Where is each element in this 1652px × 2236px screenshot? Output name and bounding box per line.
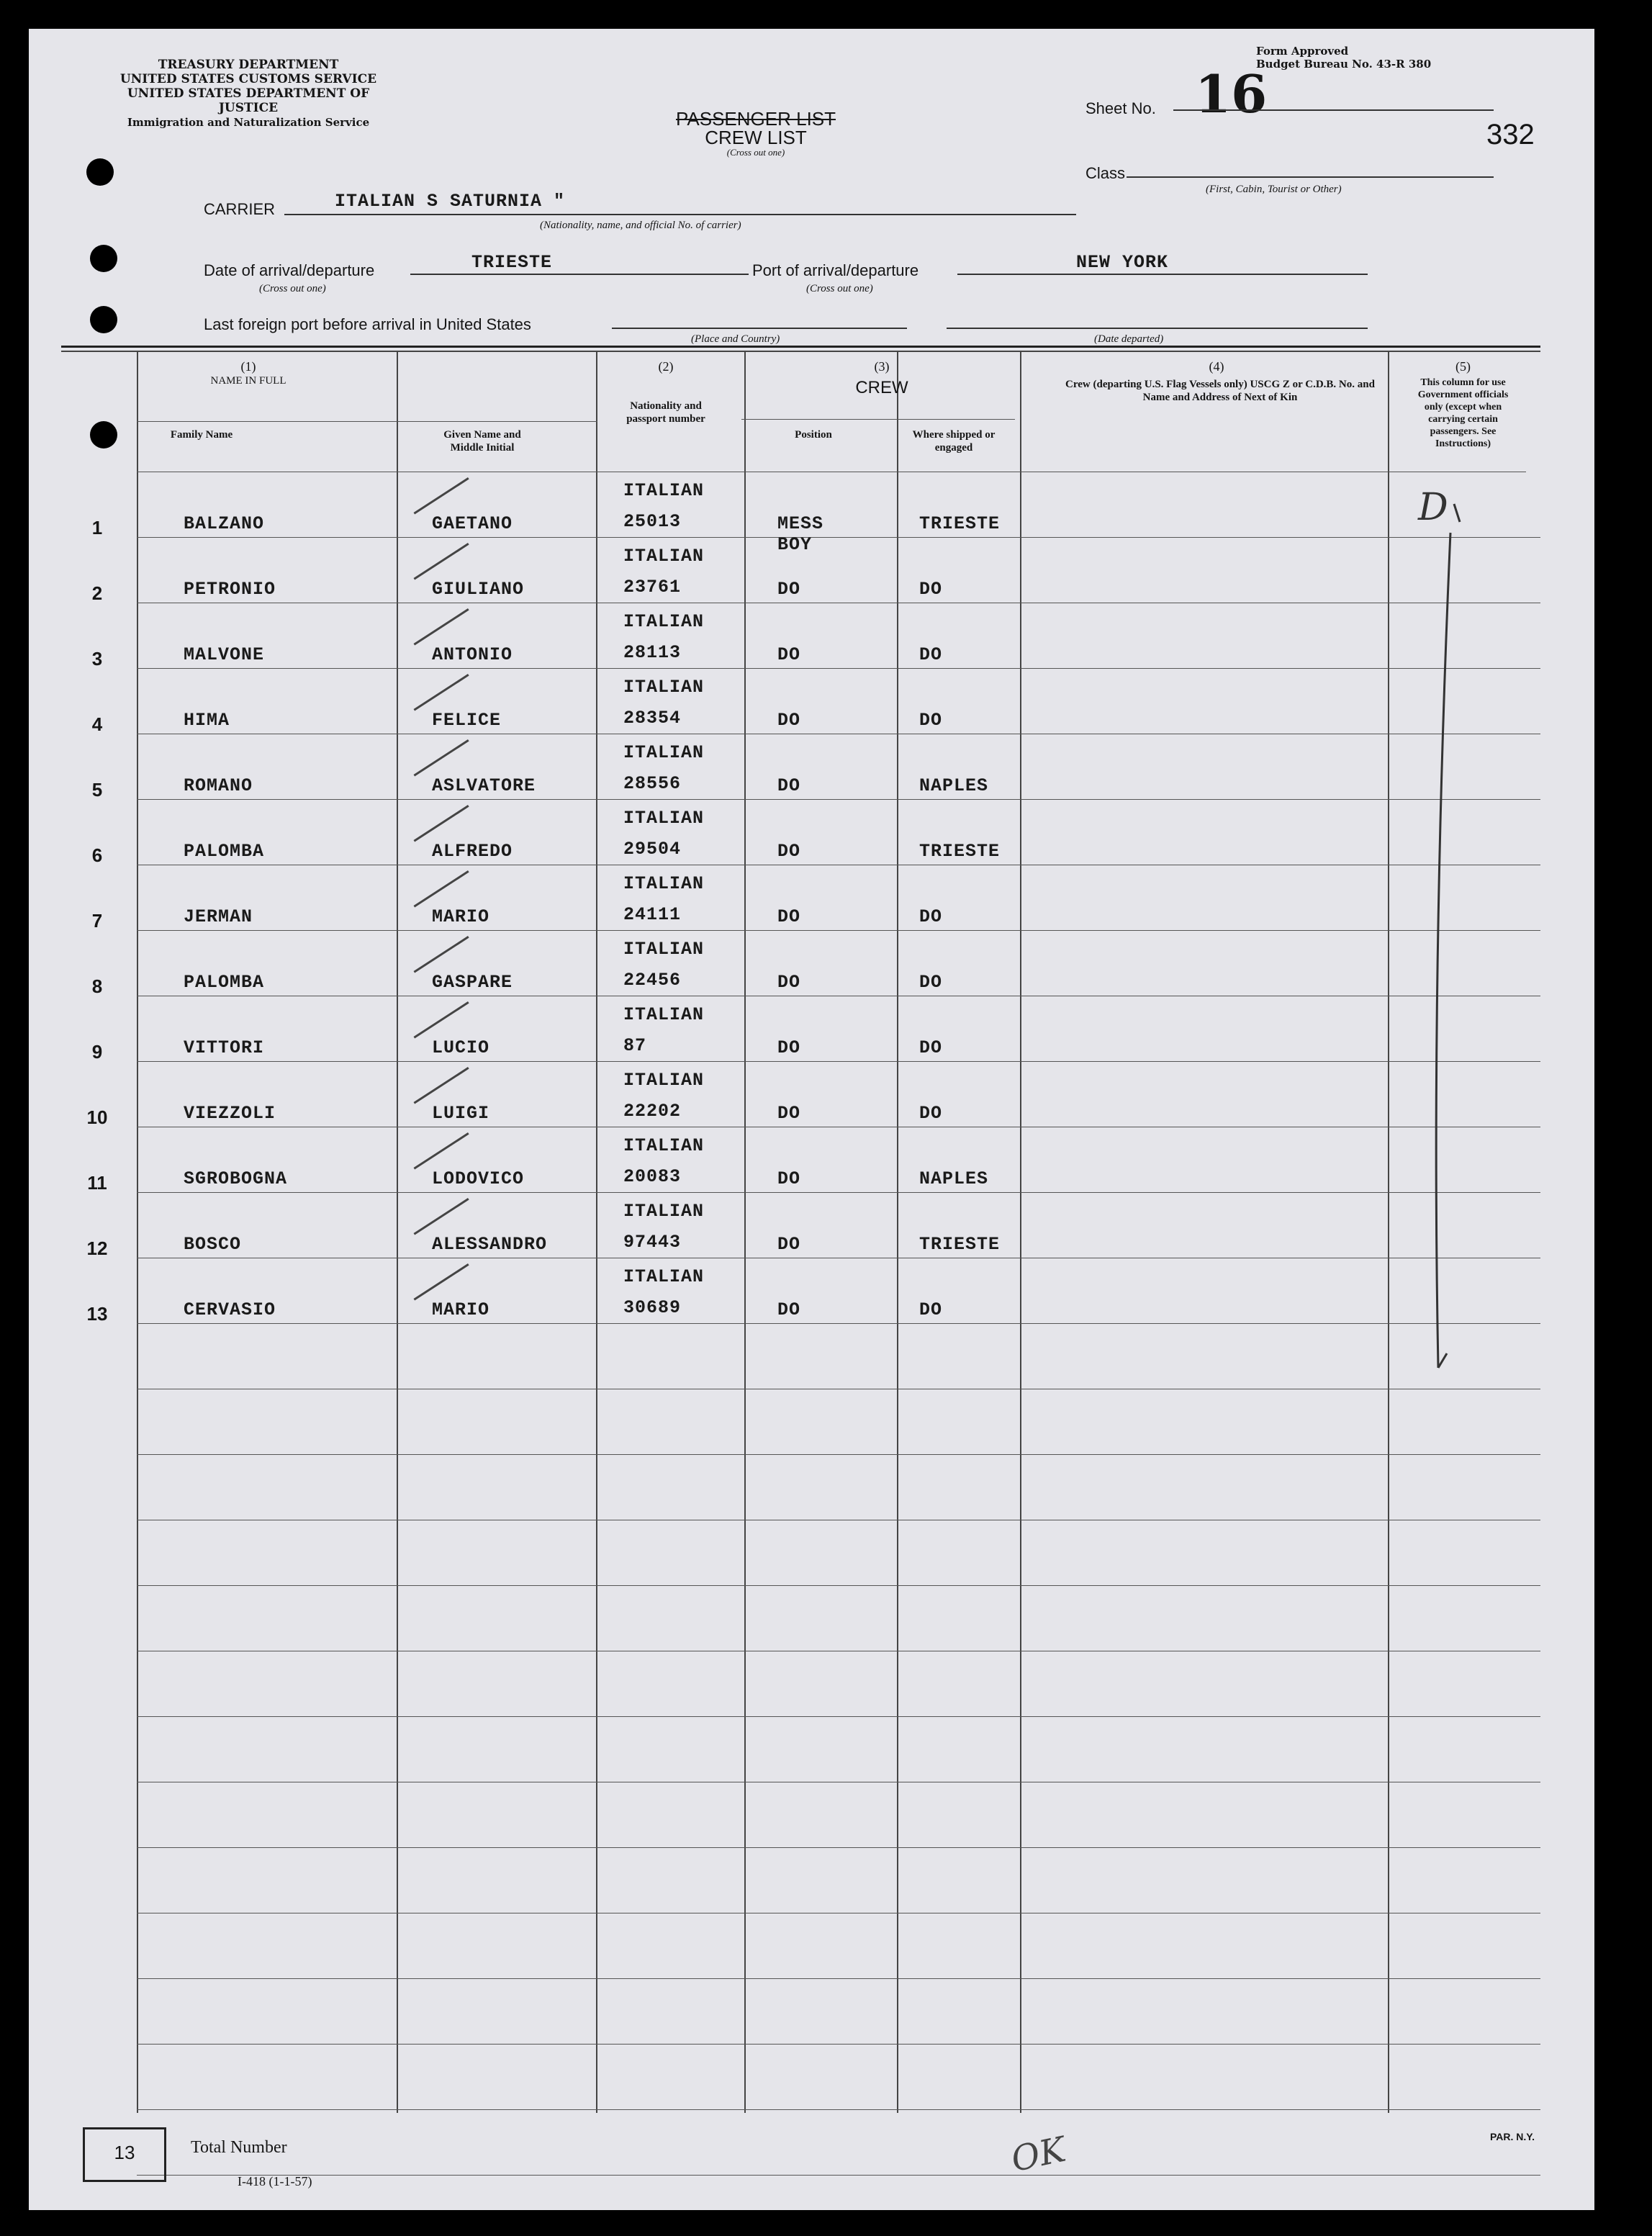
form-number: I-418 (1-1-57): [238, 2174, 312, 2188]
shipped-from: NAPLES: [919, 1168, 989, 1189]
sheet-number: 16: [1195, 63, 1268, 125]
row-number: 12: [86, 1238, 108, 1259]
form-approved: [1256, 45, 1431, 71]
punch-hole: [90, 421, 117, 448]
agency-line-1: TREASURY DEPARTMENT: [158, 58, 339, 72]
family-name: VIEZZOLI: [184, 1103, 276, 1124]
check-mark: [414, 805, 469, 842]
check-mark: [414, 1132, 469, 1170]
row-divider: [137, 1454, 1540, 1455]
passport-number: 25013: [623, 511, 682, 532]
shipped-header: Where shipped or engaged: [912, 429, 996, 454]
shipped-from: TRIESTE: [919, 513, 1001, 534]
row-number: 7: [91, 910, 103, 932]
position: DO: [777, 644, 801, 665]
row-divider: [137, 1978, 1540, 1979]
column-divider: [397, 351, 398, 2113]
col2-number: (2): [658, 359, 674, 374]
agency-block: [97, 58, 400, 130]
given-name: ALFREDO: [432, 841, 513, 862]
passport-number: 29504: [623, 839, 682, 860]
column-divider: [596, 351, 597, 2113]
col1-number: (1): [240, 359, 256, 374]
printer-mark: PAR. N.Y.: [1490, 2131, 1535, 2142]
check-mark: [414, 477, 469, 515]
column-divider: [897, 351, 898, 2113]
family-name: PETRONIO: [184, 579, 276, 600]
position: DO: [777, 972, 801, 993]
position: DO: [777, 906, 801, 927]
shipped-from: DO: [919, 1299, 943, 1320]
carrier-label: CARRIER: [204, 200, 276, 218]
check-mark: [414, 936, 469, 973]
given-name: GAETANO: [432, 513, 513, 534]
position: DO: [777, 1103, 801, 1124]
row-number: 3: [91, 648, 103, 670]
col2-title: Nationality and passport number: [626, 400, 705, 425]
check-mark: [414, 674, 469, 711]
position: DO: [777, 1037, 801, 1058]
col4-number: (4): [1209, 359, 1224, 374]
handwritten-initials: OK: [1008, 2129, 1070, 2181]
passport-number: 28556: [623, 773, 682, 794]
given-name: MARIO: [432, 1299, 490, 1320]
port-hint: (Cross out one): [806, 283, 873, 294]
family-name: BALZANO: [184, 513, 265, 534]
family-name-header: Family Name: [170, 429, 233, 441]
carrier-hint: (Nationality, name, and official No. of carrier): [540, 220, 741, 231]
row-number: 2: [91, 582, 103, 604]
shipped-from: DO: [919, 1103, 943, 1124]
shipped-from: TRIESTE: [919, 841, 1001, 862]
given-name: ALESSANDRO: [432, 1234, 548, 1255]
header-divider: [741, 419, 1015, 420]
family-name: HIMA: [184, 710, 230, 731]
nationality: ITALIAN: [623, 1004, 705, 1025]
passport-number: 97443: [623, 1232, 682, 1253]
column-divider: [137, 351, 138, 2113]
row-number: 5: [91, 779, 103, 801]
passport-number: 24111: [623, 904, 682, 925]
col5-handwritten-mark: D: [1418, 486, 1448, 529]
row-number: 1: [91, 517, 103, 538]
check-mark: [414, 543, 469, 580]
passport-number: 22456: [623, 970, 682, 991]
shipped-from: DO: [919, 579, 943, 600]
family-name: VITTORI: [184, 1037, 265, 1058]
sheet-label: Sheet No.: [1085, 99, 1156, 117]
given-name: ANTONIO: [432, 644, 513, 665]
passport-number: 28113: [623, 642, 682, 663]
row-divider: [137, 537, 1540, 538]
row-divider: [137, 799, 1540, 800]
check-mark: [414, 870, 469, 908]
row-divider: [137, 1847, 1540, 1848]
crew-list-title: CREW LIST: [705, 127, 807, 148]
check-mark: [414, 1263, 469, 1301]
agency-line-2: UNITED STATES CUSTOMS SERVICE: [119, 72, 377, 86]
passenger-list-title: PASSENGER LIST: [675, 108, 836, 130]
passport-number: 23761: [623, 577, 682, 598]
class-hint: (First, Cabin, Tourist or Other): [1206, 184, 1342, 195]
nationality: ITALIAN: [623, 1201, 705, 1222]
nationality: ITALIAN: [623, 611, 705, 632]
row-number: 13: [86, 1303, 108, 1325]
position: DO: [777, 579, 801, 600]
port-value: NEW YORK: [1076, 252, 1169, 273]
passport-number: 87: [623, 1035, 647, 1056]
col5-bracket-line: [1418, 490, 1476, 1382]
check-mark: [414, 1067, 469, 1104]
agency-line-4: Immigration and Naturalization Service: [127, 116, 370, 129]
family-name: PALOMBA: [184, 972, 265, 993]
given-name: LUIGI: [432, 1103, 490, 1124]
given-name-header: Given Name and Middle Initial: [443, 429, 521, 454]
shipped-from: DO: [919, 710, 943, 731]
position: DO: [777, 710, 801, 731]
column-divider: [1020, 351, 1021, 2113]
row-number: 6: [91, 844, 103, 866]
date-hint: (Cross out one): [259, 283, 326, 294]
check-mark: [414, 1198, 469, 1235]
nationality: ITALIAN: [623, 808, 705, 829]
row-divider: [137, 2044, 1540, 2045]
check-mark: [414, 1001, 469, 1039]
shipped-from: NAPLES: [919, 775, 989, 796]
punch-hole: [90, 245, 117, 272]
date-departed-hint: (Date departed): [1094, 333, 1164, 345]
family-name: ROMANO: [184, 775, 253, 796]
row-number: 4: [91, 713, 103, 735]
form-approved-line-1: Form Approved: [1256, 45, 1349, 58]
position: DO: [777, 775, 801, 796]
family-name: PALOMBA: [184, 841, 265, 862]
class-label: Class: [1085, 164, 1126, 182]
nationality: ITALIAN: [623, 1266, 705, 1287]
family-name: JERMAN: [184, 906, 253, 927]
family-name: SGROBOGNA: [184, 1168, 288, 1189]
family-name: MALVONE: [184, 644, 265, 665]
column-divider: [1388, 351, 1389, 2113]
row-number: 11: [87, 1172, 107, 1194]
row-divider: [137, 1323, 1540, 1324]
header-divider: [137, 421, 597, 422]
last-port-label: Last foreign port before arrival in United States: [204, 315, 531, 333]
position-header: Position: [795, 429, 832, 441]
date-value: TRIESTE: [471, 252, 553, 273]
place-hint: (Place and Country): [691, 333, 780, 345]
nationality: ITALIAN: [623, 742, 705, 763]
nationality: ITALIAN: [623, 1135, 705, 1156]
passport-number: 20083: [623, 1166, 682, 1187]
nationality: ITALIAN: [623, 677, 705, 698]
row-divider: [137, 1716, 1540, 1717]
col4-title: Crew (departing U.S. Flag Vessels only) USCG Z or C.D.B. No. and Name and Address of Next of Kin: [1065, 379, 1375, 403]
cross-out-hint: (Cross out one): [726, 147, 785, 158]
nationality: ITALIAN: [623, 873, 705, 894]
given-name: MARIO: [432, 906, 490, 927]
position: MESS BOY: [777, 513, 824, 555]
shipped-from: DO: [919, 1037, 943, 1058]
given-name: GASPARE: [432, 972, 513, 993]
row-divider: [137, 930, 1540, 931]
port-label: Port of arrival/departure: [752, 261, 919, 279]
nationality: ITALIAN: [623, 939, 705, 960]
given-name: LODOVICO: [432, 1168, 525, 1189]
passport-number: 30689: [623, 1297, 682, 1318]
check-mark: [414, 739, 469, 777]
crew-list-form: [29, 29, 1594, 2210]
row-number: 9: [91, 1041, 103, 1063]
family-name: BOSCO: [184, 1234, 242, 1255]
col3-title: CREW: [855, 378, 908, 397]
row-divider: [137, 1192, 1540, 1193]
punch-hole: [90, 306, 117, 333]
row-divider: [137, 2175, 1540, 2176]
col5-title: This column for use Government officials only (except when carrying certain passengers. See Instructions): [1417, 377, 1509, 449]
page-number: 332: [1486, 119, 1535, 150]
passport-number: 28354: [623, 708, 682, 729]
column-divider: [744, 351, 746, 2113]
row-divider: [137, 2109, 1540, 2110]
form-approved-line-2: Budget Bureau No. 43-R 380: [1256, 58, 1432, 71]
given-name: LUCIO: [432, 1037, 490, 1058]
carrier-value: ITALIAN S SATURNIA ": [335, 191, 566, 212]
agency-line-3: UNITED STATES DEPARTMENT OF JUSTICE: [127, 86, 370, 115]
date-label: Date of arrival/departure: [204, 261, 375, 279]
list-title: [662, 109, 849, 158]
col1-title: NAME IN FULL: [210, 375, 286, 387]
given-name: FELICE: [432, 710, 502, 731]
nationality: ITALIAN: [623, 480, 705, 501]
punch-hole: [86, 158, 114, 186]
shipped-from: DO: [919, 906, 943, 927]
row-number: 8: [91, 975, 103, 997]
row-number: 10: [86, 1106, 108, 1128]
nationality: ITALIAN: [623, 1070, 705, 1091]
given-name: ASLVATORE: [432, 775, 536, 796]
total-label: Total Number: [191, 2138, 287, 2157]
shipped-from: DO: [919, 972, 943, 993]
position: DO: [777, 1234, 801, 1255]
given-name: GIULIANO: [432, 579, 525, 600]
nationality: ITALIAN: [623, 546, 705, 567]
check-mark: [414, 608, 469, 646]
position: DO: [777, 841, 801, 862]
passport-number: 22202: [623, 1101, 682, 1122]
shipped-from: DO: [919, 644, 943, 665]
position: DO: [777, 1299, 801, 1320]
position: DO: [777, 1168, 801, 1189]
col5-number: (5): [1455, 359, 1471, 374]
total-count: 13: [114, 2142, 135, 2163]
family-name: CERVASIO: [184, 1299, 276, 1320]
row-divider: [137, 1585, 1540, 1586]
shipped-from: TRIESTE: [919, 1234, 1001, 1255]
row-divider: [137, 1061, 1540, 1062]
col3-number: (3): [874, 359, 890, 374]
row-divider: [137, 668, 1540, 669]
